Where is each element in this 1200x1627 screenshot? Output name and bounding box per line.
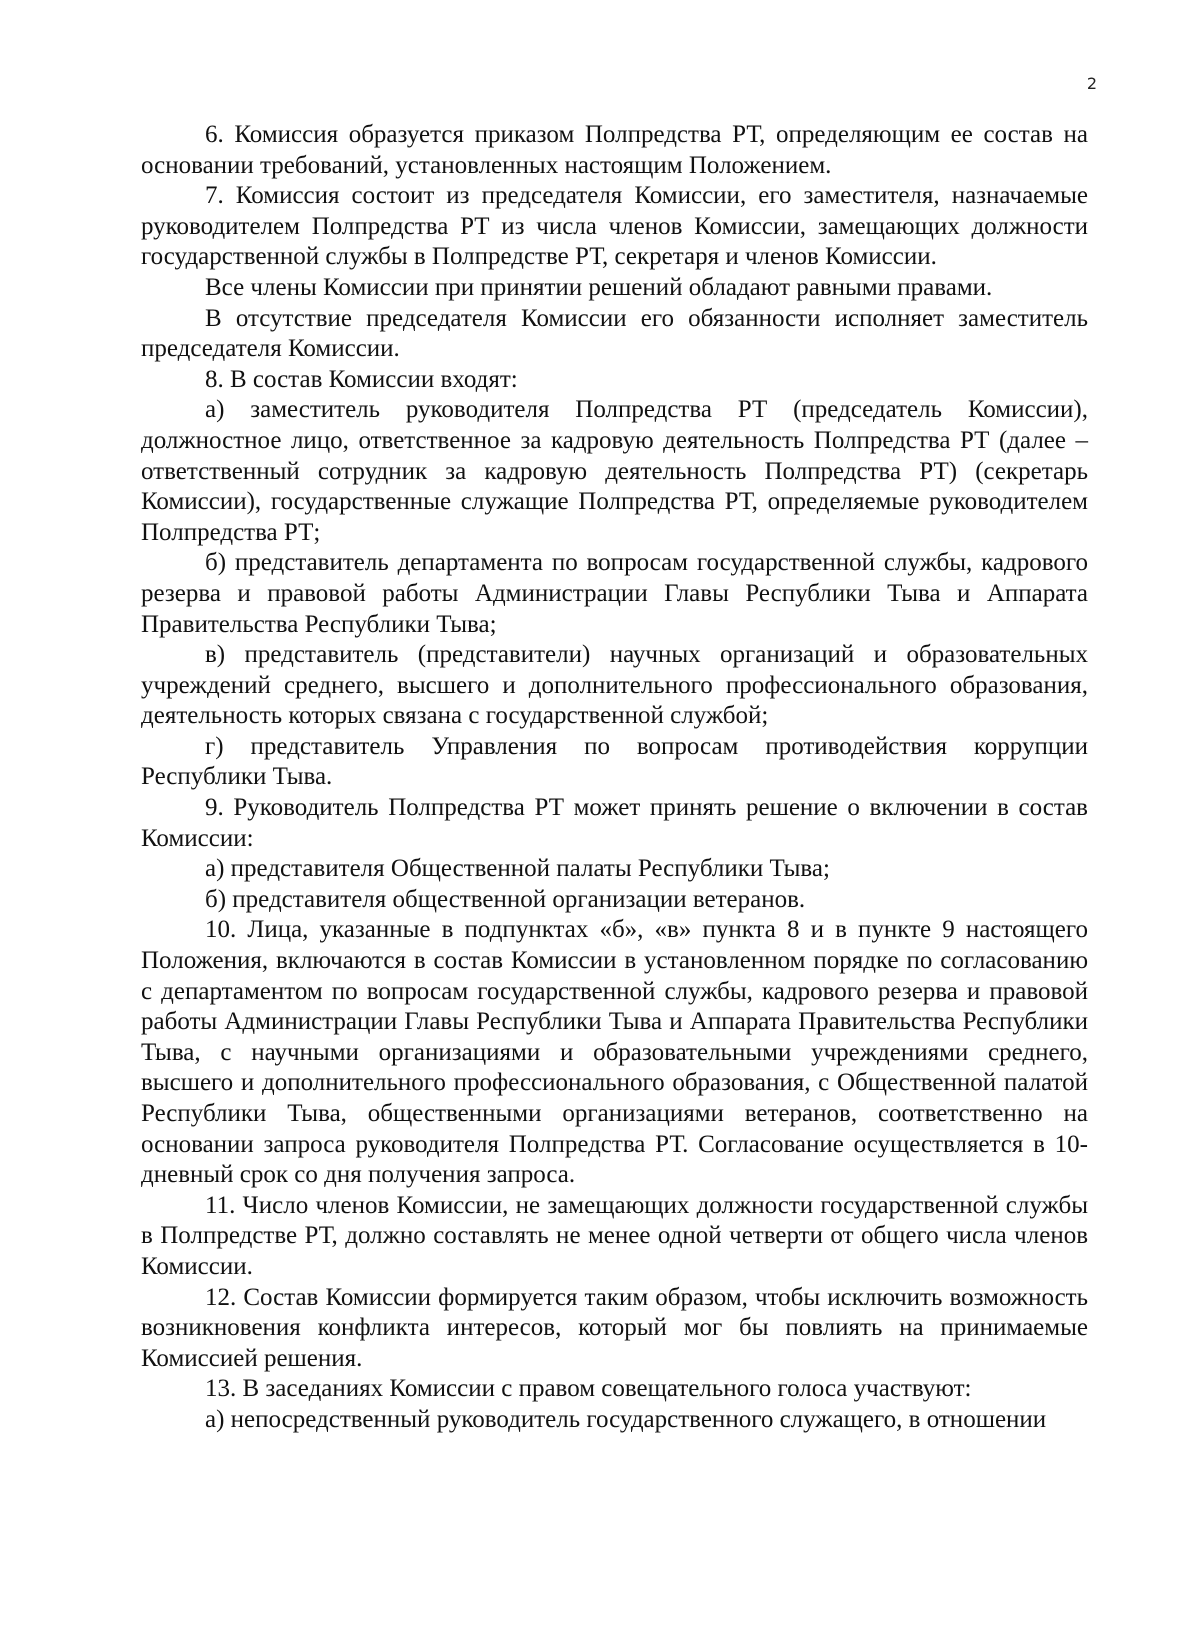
paragraph-7-deputy: В отсутствие председателя Комиссии его обязанности исполняет заместитель председателя Комиссии. — [141, 304, 1088, 363]
paragraph-9: 9. Руководитель Полпредства РТ может принять решение о включении в состав Комиссии: — [141, 794, 1088, 852]
paragraph-13: 13. В заседаниях Комиссии с правом совещательного голоса участвуют: — [205, 1375, 972, 1403]
paragraph-13a: а) непосредственный руководитель государственного служащего, в отношении — [205, 1405, 1047, 1433]
paragraph-8: 8. В состав Комиссии входят: — [205, 365, 518, 393]
page-number: 2 — [1086, 74, 1097, 93]
paragraph-8g: г) представитель Управления по вопросам противодействия коррупции Республики Тыва. — [141, 732, 1088, 791]
paragraph-11: 11. Число членов Комиссии, не замещающих должности государственной службы в Полпредстве РТ, должно составлять не менее одной четверти от общего числа членов Комиссии. — [141, 1191, 1088, 1280]
paragraph-7: 7. Комиссия состоит из председателя Комиссии, его заместителя, назначаемые руководителем Полпредства РТ из числа членов Комиссии, замещающих должности государственной службы в Полпредстве РТ, секретаря и членов Комиссии. — [141, 182, 1088, 271]
paragraph-9b: б) представителя общественной организации ветеранов. — [205, 885, 806, 913]
document-body — [141, 120, 1088, 1436]
paragraph-7-equal-rights: Все члены Комиссии при принятии решений обладают равными правами. — [205, 273, 993, 301]
paragraph-10: 10. Лица, указанные в подпунктах «б», «в» пункта 8 и в пункте 9 настоящего Положения, включаются в состав Комиссии в установленном порядке по согласованию с департаментом по вопросам государственной службы, кадрового резерва и правовой работы Администрации Главы Республики Тыва и Аппарата Правительства Республики Тыва, с научными организациями и образовательными учреждениями среднего, высшего и дополнительного профессионального образования, с Общественной палатой Республики Тыва, общественными организациями ветеранов, соответственно на основании запроса руководителя Полпредства РТ. Согласование осуществляется в 10-дневный срок со дня получения запроса. — [141, 916, 1088, 1189]
paragraph-8a: а) заместитель руководителя Полпредства РТ (председатель Комиссии), должностное лицо, ответственное за кадровую деятельность Полпредства РТ (далее – ответственный сотрудник за кадровую деятельность Полпредства РТ) (секретарь Комиссии), государственные служащие Полпредства РТ, определяемые руководителем Полпредства РТ; — [141, 396, 1088, 546]
paragraph-8b: б) представитель департамента по вопросам государственной службы, кадрового резерва и правовой работы Администрации Главы Республики Тыва и Аппарата Правительства Республики Тыва; — [141, 549, 1088, 638]
paragraph-8v: в) представитель (представители) научных организаций и образовательных учреждений среднего, высшего и дополнительного профессионального образования, деятельность которых связана с государственной службой; — [141, 641, 1088, 730]
paragraph-6: 6. Комиссия образуется приказом Полпредства РТ, определяющим ее состав на основании требований, установленных настоящим Положением. — [141, 121, 1088, 179]
paragraph-9a: а) представителя Общественной палаты Республики Тыва; — [205, 855, 830, 883]
paragraph-12: 12. Состав Комиссии формируется таким образом, чтобы исключить возможность возникновения конфликта интересов, который мог бы повлиять на принимаемые Комиссией решения. — [141, 1283, 1088, 1372]
